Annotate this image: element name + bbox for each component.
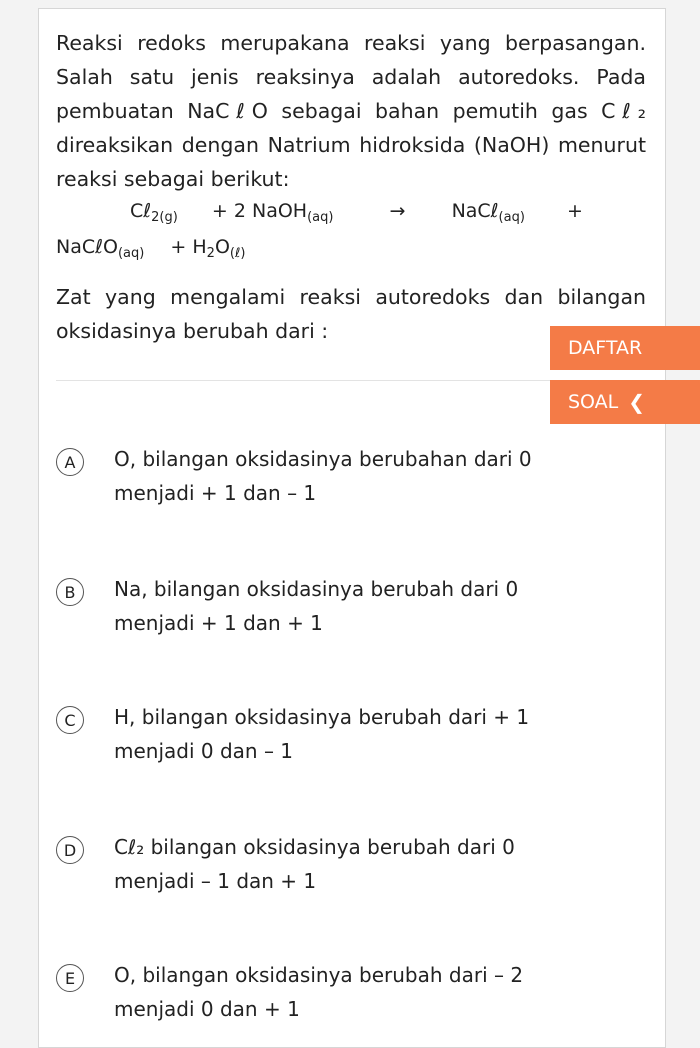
reaction-arrow: → bbox=[389, 200, 406, 222]
product-nacl: NaCℓ bbox=[451, 200, 499, 222]
option-letter-circle[interactable]: D bbox=[56, 836, 84, 864]
option-letter-circle[interactable]: C bbox=[56, 706, 84, 734]
product-naclo: NaCℓO bbox=[56, 236, 118, 258]
chevron-left-icon: ❮ bbox=[628, 390, 646, 414]
soal-tab-label: SOAL bbox=[568, 391, 619, 413]
reaction-equation-line-2: NaCℓO$_{(aq)}$ + $H_2O_{(\ell)}$ bbox=[56, 236, 246, 261]
question-text bbox=[56, 26, 646, 196]
daftar-tab-label: DAFTAR bbox=[568, 337, 643, 359]
option-text: Cℓ₂ bilangan oksidasinya berubah dari 0 menjadi – 1 dan + 1 bbox=[114, 835, 515, 893]
soal-tab[interactable] bbox=[550, 380, 700, 424]
plus-sign: + bbox=[567, 200, 583, 222]
reactant-naoh: + 2 NaOH bbox=[211, 200, 308, 222]
option-text: Na, bilangan oksidasinya berubah dari 0 menjadi + 1 dan + 1 bbox=[114, 577, 519, 635]
product-h2o: + H bbox=[170, 236, 207, 258]
divider bbox=[56, 380, 636, 381]
option-text: H, bilangan oksidasinya berubah dari + 1 menjadi 0 dan – 1 bbox=[114, 705, 530, 763]
question-paragraph-1: Reaksi redoks merupakana reaksi yang berpasangan. Salah satu jenis reaksinya adalah autoredoks. Pada pembuatan NaCℓO sebagai bahan pemutih gas Cℓ₂ direaksikan dengan Natrium hidroksida (NaOH) menurut reaksi sebagai berikut: bbox=[56, 31, 646, 191]
question-paragraph-2: Zat yang mengalami reaksi autoredoks dan bilangan oksidasinya berubah dari : bbox=[56, 285, 646, 343]
option-letter-circle[interactable]: E bbox=[56, 964, 84, 992]
option-letter-circle[interactable]: B bbox=[56, 578, 84, 606]
option-text: O, bilangan oksidasinya berubahan dari 0 menjadi + 1 dan – 1 bbox=[114, 447, 532, 505]
daftar-tab[interactable] bbox=[550, 326, 700, 370]
option-text: O, bilangan oksidasinya berubah dari – 2 menjadi 0 dan + 1 bbox=[114, 963, 524, 1021]
option-letter-circle[interactable]: A bbox=[56, 448, 84, 476]
reaction-equation-line-1: Cℓ$_{2(g)}$ + 2 NaOH$_{(aq)}$ → NaCℓ$_{(aq)}$ + bbox=[130, 200, 583, 225]
reactant-cl2: Cℓ bbox=[130, 200, 152, 222]
